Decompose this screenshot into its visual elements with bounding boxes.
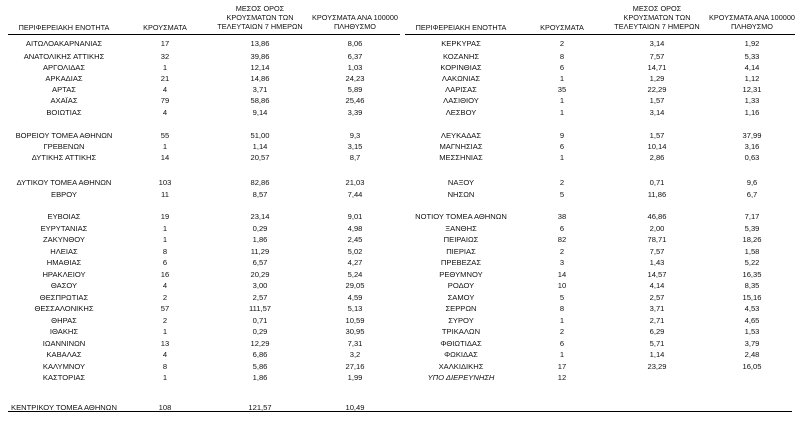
unit-cell: ΝΑΞΟΥ (447, 178, 475, 187)
cases-cell: 35 (557, 85, 567, 94)
per100k-cell: 4,14 (744, 63, 760, 72)
per100k-cell: 5,89 (347, 85, 363, 94)
cases-cell: 6 (559, 63, 565, 72)
per100k-cell: 21,03 (345, 178, 365, 187)
per100k-cell: 37,99 (742, 131, 762, 140)
table-row (405, 96, 795, 106)
cases-cell: 5 (559, 293, 565, 302)
avg7d-cell: 20,29 (250, 270, 270, 279)
unit-cell: ΖΑΚΥΝΘΟΥ (43, 235, 85, 244)
avg7d-cell: 2,71 (649, 316, 665, 325)
avg7d-cell: 111,57 (248, 304, 272, 313)
per100k-cell: 5,24 (347, 270, 363, 279)
cases-cell: 21 (160, 74, 170, 83)
table-row (405, 153, 795, 163)
table-row (8, 373, 400, 383)
cases-cell: 4 (162, 85, 168, 94)
avg7d-cell: 14,86 (250, 74, 270, 83)
avg7d-cell: 7,57 (649, 52, 665, 61)
table-row (8, 85, 400, 95)
unit-cell: ΔΥΤΙΚΟΥ ΤΟΜΕΑ ΑΘΗΝΩΝ (16, 178, 112, 187)
table-row (405, 190, 795, 200)
unit-cell: ΗΡΑΚΛΕΙΟΥ (42, 270, 86, 279)
table-row (8, 178, 400, 188)
cases-cell: 1 (559, 108, 565, 117)
unit-cell: ΝΗΣΩΝ (447, 190, 475, 199)
per100k-cell: 7,17 (744, 212, 760, 221)
per100k-cell: 15,16 (742, 293, 762, 302)
avg7d-cell: 5,86 (252, 362, 268, 371)
table-row (8, 190, 400, 200)
table-row (405, 316, 795, 326)
header-unit: ΠΕΡΙΦΕΡΕΙΑΚΗ ΕΝΟΤΗΤΑ (415, 23, 507, 32)
avg7d-cell: 58,86 (250, 96, 270, 105)
per100k-cell: 25,46 (345, 96, 365, 105)
table-row (8, 293, 400, 303)
avg7d-cell: 1,29 (649, 74, 665, 83)
per100k-cell: 2,48 (744, 350, 760, 359)
avg7d-cell: 0,29 (252, 327, 268, 336)
avg7d-cell: 14,71 (647, 63, 667, 72)
table-row (8, 316, 400, 326)
avg7d-cell: 0,71 (252, 316, 268, 325)
table-row (405, 235, 795, 245)
avg7d-cell: 2,00 (649, 224, 665, 233)
unit-cell: ΕΥΒΟΙΑΣ (47, 212, 81, 221)
unit-cell: ΕΥΡΥΤΑΝΙΑΣ (40, 224, 88, 233)
table-row (405, 281, 795, 291)
unit-cell: ΣΑΜΟΥ (447, 293, 475, 302)
avg7d-cell: 1,86 (252, 235, 268, 244)
avg7d-cell: 1,43 (649, 258, 665, 267)
unit-cell: ΑΝΑΤΟΛΙΚΗΣ ΑΤΤΙΚΗΣ (23, 52, 105, 61)
avg7d-cell: 3,00 (252, 281, 268, 290)
per100k-cell: 4,27 (347, 258, 363, 267)
cases-cell: 1 (559, 74, 565, 83)
header-cases: ΚΡΟΥΣΜΑΤΑ (540, 23, 584, 32)
per100k-cell: 6,7 (746, 190, 758, 199)
avg7d-cell: 1,57 (649, 96, 665, 105)
cases-cell: 17 (557, 362, 567, 371)
unit-cell: ΞΑΝΘΗΣ (445, 224, 477, 233)
per100k-cell: 0,63 (744, 153, 760, 162)
per100k-cell: 8,7 (349, 153, 361, 162)
header-unit: ΠΕΡΙΦΕΡΕΙΑΚΗ ΕΝΟΤΗΤΑ (18, 23, 110, 32)
unit-cell: ΚΕΝΤΡΙΚΟΥ ΤΟΜΕΑ ΑΘΗΝΩΝ (11, 403, 117, 412)
avg7d-cell: 8,57 (252, 190, 268, 199)
avg7d-cell: 10,14 (647, 142, 667, 151)
cases-cell: 11 (161, 190, 169, 199)
per100k-cell: 10,49 (345, 403, 365, 412)
unit-cell: ΒΟΙΩΤΙΑΣ (46, 108, 82, 117)
avg7d-cell: 11,29 (250, 247, 270, 256)
per100k-cell: 3,16 (744, 142, 760, 151)
cases-cell: 13 (160, 339, 170, 348)
cases-cell: 9 (559, 131, 565, 140)
unit-cell: ΝΟΤΙΟΥ ΤΟΜΕΑ ΑΘΗΝΩΝ (415, 212, 507, 221)
per100k-cell: 27,16 (345, 362, 365, 371)
avg7d-cell: 78,71 (647, 235, 667, 244)
cases-cell: 6 (559, 224, 565, 233)
table-row (405, 293, 795, 303)
avg7d-cell: 121,57 (248, 403, 272, 412)
table-row (8, 362, 400, 372)
table-row (405, 327, 795, 337)
unit-cell: ΘΕΣΣΑΛΟΝΙΚΗΣ (34, 304, 94, 313)
avg7d-cell: 14,57 (647, 270, 667, 279)
cases-cell: 8 (559, 52, 565, 61)
avg7d-cell: 6,29 (649, 327, 665, 336)
table-row (8, 350, 400, 360)
avg7d-cell: 39,86 (250, 52, 270, 61)
table-row (8, 339, 400, 349)
table-row (405, 52, 795, 62)
per100k-cell: 4,59 (347, 293, 363, 302)
per100k-cell: 16,05 (742, 362, 762, 371)
unit-cell: ΦΩΚΙΔΑΣ (444, 350, 478, 359)
table-row (8, 258, 400, 268)
per100k-cell: 29,05 (345, 281, 365, 290)
avg7d-cell: 6,57 (252, 258, 268, 267)
per100k-cell: 1,99 (347, 373, 363, 382)
avg7d-cell: 22,29 (647, 85, 667, 94)
unit-cell: ΑΧΑΪΑΣ (50, 96, 78, 105)
table-row (8, 74, 400, 84)
unit-cell: ΑΡΤΑΣ (52, 85, 76, 94)
header-per100k-line1: ΚΡΟΥΣΜΑΤΑ ΑΝΑ 100000 (312, 13, 398, 22)
unit-cell: ΤΡΙΚΑΛΩΝ (441, 327, 481, 336)
table-row (8, 212, 400, 222)
header-avg-line2: ΚΡΟΥΣΜΑΤΩΝ ΤΩΝ (623, 13, 691, 22)
cases-cell: 108 (158, 403, 172, 412)
table-row (405, 339, 795, 349)
per100k-cell: 5,39 (744, 224, 760, 233)
avg7d-cell: 20,57 (250, 153, 270, 162)
cases-cell: 12 (557, 373, 567, 382)
unit-cell: ΚΑΣΤΟΡΙΑΣ (42, 373, 86, 382)
per100k-cell: 1,33 (744, 96, 760, 105)
table-row (8, 281, 400, 291)
cases-cell: 1 (162, 63, 168, 72)
per100k-cell: 7,31 (347, 339, 363, 348)
avg7d-cell: 23,29 (647, 362, 667, 371)
avg7d-cell: 3,14 (649, 39, 665, 48)
unit-cell: ΜΕΣΣΗΝΙΑΣ (439, 153, 483, 162)
cases-cell: 8 (559, 304, 565, 313)
cases-cell: 4 (162, 350, 168, 359)
avg7d-cell: 0,71 (649, 178, 665, 187)
avg7d-cell: 23,14 (250, 212, 270, 221)
per100k-cell: 1,16 (744, 108, 760, 117)
table-row (405, 85, 795, 95)
cases-cell: 32 (160, 52, 170, 61)
cases-cell: 14 (557, 270, 567, 279)
avg7d-cell: 6,86 (252, 350, 268, 359)
cases-cell: 2 (559, 39, 565, 48)
table-row (405, 131, 795, 141)
cases-cell: 57 (160, 304, 170, 313)
per100k-cell: 9,01 (347, 212, 363, 221)
per100k-cell: 3,39 (347, 108, 363, 117)
table-row (8, 96, 400, 106)
unit-cell: ΗΛΕΙΑΣ (50, 247, 78, 256)
unit-cell: ΛΑΚΩΝΙΑΣ (441, 74, 481, 83)
avg7d-cell: 46,86 (647, 212, 667, 221)
avg7d-cell: 0,29 (252, 224, 268, 233)
per100k-cell: 24,23 (345, 74, 365, 83)
per100k-cell: 5,13 (347, 304, 363, 313)
cases-cell: 1 (162, 142, 168, 151)
unit-cell: ΔΥΤΙΚΗΣ ΑΤΤΙΚΗΣ (31, 153, 97, 162)
cases-cell: 1 (559, 316, 565, 325)
per100k-cell: 16,35 (742, 270, 762, 279)
per100k-cell: 9,3 (349, 131, 361, 140)
unit-cell: ΑΡΓΟΛΙΔΑΣ (42, 63, 86, 72)
unit-cell: ΚΟΖΑΝΗΣ (442, 52, 480, 61)
unit-cell: ΛΕΣΒΟΥ (445, 108, 477, 117)
unit-cell: ΡΕΘΥΜΝΟΥ (439, 270, 483, 279)
avg7d-cell: 82,86 (250, 178, 270, 187)
unit-cell: ΚΕΡΚΥΡΑΣ (441, 39, 481, 48)
cases-cell: 6 (559, 339, 565, 348)
cases-cell: 2 (559, 327, 565, 336)
unit-cell: ΗΜΑΘΙΑΣ (46, 258, 82, 267)
header-per100k-line2: ΠΛΗΘΥΣΜΟ (334, 22, 376, 31)
unit-cell: ΣΥΡΟΥ (448, 316, 474, 325)
table-row (8, 39, 400, 49)
unit-cell: ΑΙΤΩΛΟΑΚΑΡΝΑΝΙΑΣ (25, 39, 103, 48)
avg7d-cell: 3,71 (649, 304, 665, 313)
avg7d-cell: 13,86 (250, 39, 270, 48)
table-row (8, 224, 400, 234)
unit-cell: ΒΟΡΕΙΟΥ ΤΟΜΕΑ ΑΘΗΝΩΝ (15, 131, 113, 140)
table-row (405, 63, 795, 73)
table-row (8, 235, 400, 245)
cases-cell: 4 (162, 108, 168, 117)
header-per100k-line1: ΚΡΟΥΣΜΑΤΑ ΑΝΑ 100000 (709, 13, 795, 22)
unit-cell: ΑΡΚΑΔΙΑΣ (45, 74, 83, 83)
unit-cell: ΜΑΓΝΗΣΙΑΣ (439, 142, 483, 151)
table-row (8, 327, 400, 337)
table-row (405, 247, 795, 257)
per100k-cell: 8,06 (347, 39, 363, 48)
avg7d-cell: 5,71 (649, 339, 665, 348)
per100k-cell: 10,59 (345, 316, 365, 325)
cases-cell: 5 (559, 190, 565, 199)
per100k-cell: 1,58 (744, 247, 760, 256)
table-row (8, 63, 400, 73)
table-row (8, 247, 400, 257)
per100k-cell: 9,6 (746, 178, 758, 187)
cases-cell: 6 (559, 142, 565, 151)
table-row (8, 270, 400, 280)
table-row (8, 304, 400, 314)
avg7d-cell: 1,14 (649, 350, 665, 359)
table-row (8, 153, 400, 163)
per100k-cell: 4,53 (744, 304, 760, 313)
table-row (405, 212, 795, 222)
per100k-cell: 3,79 (744, 339, 760, 348)
per100k-cell: 1,12 (744, 74, 760, 83)
cases-cell: 8 (162, 247, 168, 256)
table-row (8, 52, 400, 62)
cases-cell: 82 (557, 235, 567, 244)
unit-cell: ΙΘΑΚΗΣ (49, 327, 79, 336)
header-avg-line1: ΜΕΣΟΣ ΟΡΟΣ (235, 4, 285, 13)
cases-cell: 2 (559, 178, 565, 187)
per100k-cell: 3,2 (349, 350, 361, 359)
unit-cell: ΘΗΡΑΣ (51, 316, 77, 325)
cases-cell: 103 (158, 178, 172, 187)
per100k-cell: 30,95 (345, 327, 365, 336)
unit-cell: ΚΑΛΥΜΝΟΥ (42, 362, 86, 371)
unit-cell: ΣΕΡΡΩΝ (445, 304, 477, 313)
unit-cell: ΠΕΙΡΑΙΩΣ (443, 235, 479, 244)
table-row (405, 108, 795, 118)
table-row (405, 270, 795, 280)
cases-cell: 17 (160, 39, 170, 48)
per100k-cell: 1,92 (744, 39, 760, 48)
per100k-cell: 5,22 (744, 258, 760, 267)
unit-cell: ΡΟΔΟΥ (447, 281, 475, 290)
avg7d-cell: 3,71 (252, 85, 268, 94)
table-row (405, 304, 795, 314)
avg7d-cell: 51,00 (250, 131, 270, 140)
table-row (405, 362, 795, 372)
cases-cell: 55 (160, 131, 170, 140)
avg7d-cell: 9,14 (252, 108, 268, 117)
per100k-cell: 5,02 (347, 247, 363, 256)
cases-cell: 19 (160, 212, 170, 221)
per100k-cell: 4,65 (744, 316, 760, 325)
per100k-cell: 18,26 (742, 235, 762, 244)
cases-cell: 10 (557, 281, 567, 290)
header-per100k-line2: ΠΛΗΘΥΣΜΟ (731, 22, 773, 31)
cases-cell: 3 (559, 258, 565, 267)
per100k-cell: 7,44 (347, 190, 363, 199)
unit-cell: ΘΑΣΟΥ (50, 281, 78, 290)
unit-cell: ΠΡΕΒΕΖΑΣ (440, 258, 482, 267)
unit-cell: ΦΘΙΩΤΙΔΑΣ (440, 339, 482, 348)
per100k-cell: 3,15 (347, 142, 363, 151)
left-table-header (8, 0, 400, 35)
avg7d-cell: 1,57 (649, 131, 665, 140)
unit-cell: ΚΑΒΑΛΑΣ (46, 350, 82, 359)
per100k-cell: 2,45 (347, 235, 363, 244)
table-bottom-rule (8, 411, 792, 412)
avg7d-cell: 12,14 (250, 63, 270, 72)
unit-cell: ΕΒΡΟΥ (51, 190, 77, 199)
per100k-cell: 4,98 (347, 224, 363, 233)
cases-cell: 38 (557, 212, 567, 221)
avg7d-cell: 7,57 (649, 247, 665, 256)
cases-cell: 1 (559, 96, 565, 105)
unit-cell: ΘΕΣΠΡΩΤΙΑΣ (39, 293, 89, 302)
right-table-header (405, 0, 795, 35)
table-row (8, 108, 400, 118)
avg7d-cell: 2,86 (649, 153, 665, 162)
avg7d-cell: 3,14 (649, 108, 665, 117)
table-row (8, 131, 400, 141)
cases-cell: 79 (160, 96, 170, 105)
cases-cell: 1 (162, 224, 168, 233)
table-row (405, 258, 795, 268)
table-row (405, 373, 795, 383)
per100k-cell: 5,33 (744, 52, 760, 61)
unit-cell: ΚΟΡΙΝΘΙΑΣ (440, 63, 482, 72)
avg7d-cell: 2,57 (649, 293, 665, 302)
cases-cell: 4 (162, 281, 168, 290)
unit-cell: ΛΕΥΚΑΔΑΣ (440, 131, 482, 140)
avg7d-cell: 2,57 (252, 293, 268, 302)
per100k-cell: 1,03 (347, 63, 363, 72)
cases-cell: 6 (162, 258, 168, 267)
unit-cell: ΙΩΑΝΝΙΝΩΝ (42, 339, 86, 348)
avg7d-cell: 1,14 (252, 142, 268, 151)
unit-cell: ΥΠΟ ΔΙΕΡΕΥΝΗΣΗ (427, 373, 495, 382)
cases-cell: 2 (162, 316, 168, 325)
unit-cell: ΓΡΕΒΕΝΩΝ (43, 142, 85, 151)
table-row (405, 142, 795, 152)
avg7d-cell: 1,86 (252, 373, 268, 382)
table-row (8, 142, 400, 152)
cases-cell: 2 (559, 247, 565, 256)
cases-cell: 1 (559, 153, 565, 162)
table-row (405, 224, 795, 234)
per100k-cell: 6,37 (347, 52, 363, 61)
avg7d-cell: 12,29 (250, 339, 270, 348)
unit-cell: ΠΙΕΡΙΑΣ (446, 247, 476, 256)
avg7d-cell: 11,86 (647, 190, 667, 199)
unit-cell: ΛΑΡΙΣΑΣ (445, 85, 477, 94)
header-avg-line2: ΚΡΟΥΣΜΑΤΩΝ ΤΩΝ (226, 13, 294, 22)
table-row (405, 178, 795, 188)
cases-cell: 1 (162, 327, 168, 336)
header-cases: ΚΡΟΥΣΜΑΤΑ (143, 23, 187, 32)
cases-cell: 16 (160, 270, 170, 279)
unit-cell: ΛΑΣΙΘΙΟΥ (443, 96, 479, 105)
avg7d-cell: 4,14 (649, 281, 665, 290)
cases-cell: 1 (162, 373, 168, 382)
header-avg-line3: ΤΕΛΕΥΤΑΙΩΝ 7 ΗΜΕΡΩΝ (217, 22, 303, 31)
per100k-cell: 8,35 (744, 281, 760, 290)
per100k-cell: 12,31 (742, 85, 762, 94)
cases-cell: 14 (160, 153, 170, 162)
cases-cell: 8 (162, 362, 168, 371)
cases-cell: 1 (559, 350, 565, 359)
unit-cell: ΧΑΛΚΙΔΙΚΗΣ (438, 362, 484, 371)
header-avg-line3: ΤΕΛΕΥΤΑΙΩΝ 7 ΗΜΕΡΩΝ (614, 22, 700, 31)
table-row (405, 39, 795, 49)
cases-cell: 2 (162, 293, 168, 302)
table-row (405, 350, 795, 360)
table-row (405, 74, 795, 84)
cases-cell: 1 (162, 235, 168, 244)
per100k-cell: 1,53 (744, 327, 760, 336)
header-avg-line1: ΜΕΣΟΣ ΟΡΟΣ (632, 4, 682, 13)
